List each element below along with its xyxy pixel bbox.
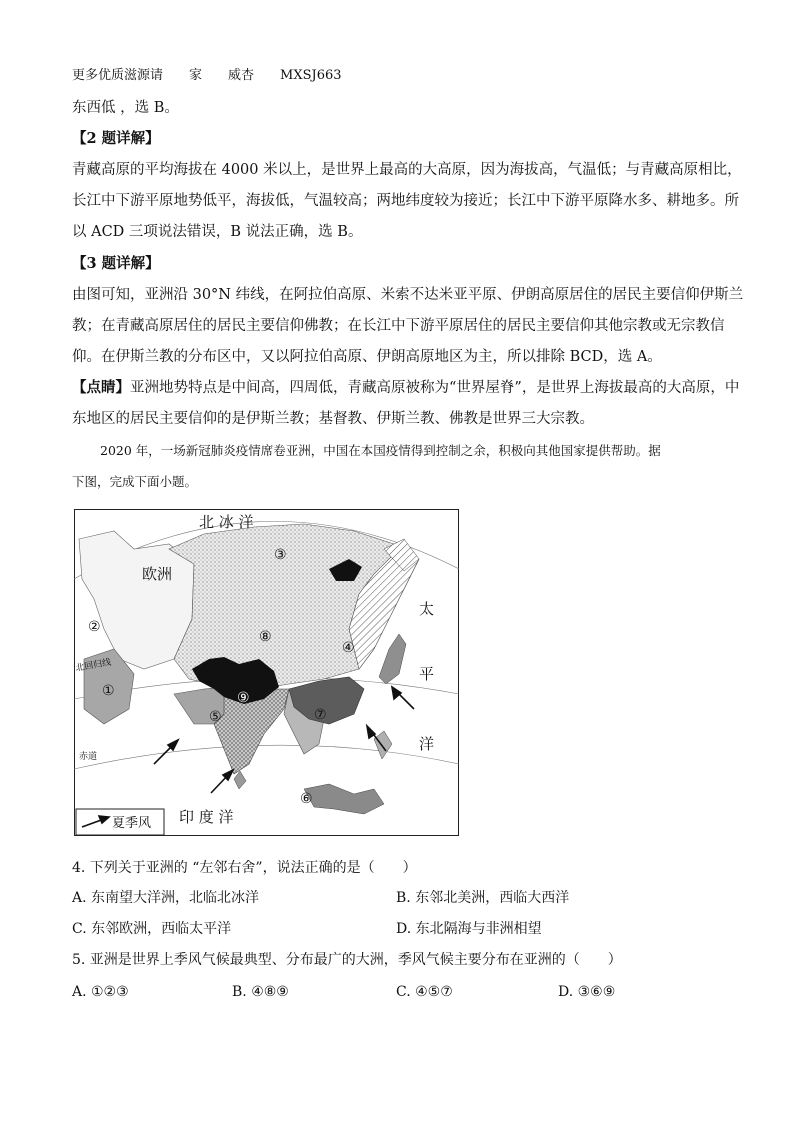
section-heading: 【3 题详解】 <box>72 255 160 272</box>
question-5-option-a: A. ①②③ <box>72 984 129 1000</box>
arctic-ocean-label: 北 冰 洋 <box>199 513 254 531</box>
question-4-option-c: C. 东邻欧洲，西临太平洋 <box>72 921 232 937</box>
section-heading: 【2 题详解】 <box>72 130 160 147</box>
page-header <box>72 66 368 86</box>
question-4-option-a: A. 东南望大洋洲，北临北冰洋 <box>72 890 260 906</box>
text-line: 仰。在伊斯兰教的分布区中，又以阿拉伯高原、伊朗高原地区为主，所以排除 BCD，选 A。 <box>72 349 662 365</box>
region-label: ② <box>88 619 101 635</box>
region-label: ① <box>102 683 115 699</box>
region-label: ⑧ <box>259 629 272 645</box>
text-line: 由图可知，亚洲沿 30°N 纬线，在阿拉伯高原、米索不达米亚平原、伊朗高原居住的居民主要信仰伊斯兰 <box>72 287 744 303</box>
question-5-option-c: C. ④⑤⑦ <box>396 984 453 1000</box>
header-part-3: 威杏 <box>228 68 255 83</box>
question-4-option-b: B. 东邻北美洲，西临大西洋 <box>396 890 570 906</box>
tip-line <box>72 378 739 398</box>
text-line: 东地区的居民主要信仰的是伊斯兰教；基督教、伊斯兰教、佛教是世界三大宗教。 <box>72 411 594 427</box>
header-part-1: 更多优质滋源请 <box>72 68 164 83</box>
text-line: 长江中下游平原地势低平，海拔低，气温较高；两地纬度较为接近；长江中下游平原降水多、耕地多。所 <box>72 193 739 209</box>
tip-text-1: 亚洲地势特点是中间高，四周低，青藏高原被称为“世界屋脊”，是世界上海拔最高的大高原，中 <box>130 380 740 396</box>
equator-label: 赤道 <box>79 752 98 762</box>
asia-map <box>74 509 459 836</box>
region-label: ④ <box>342 640 355 656</box>
pacific-label: 平 <box>419 665 435 683</box>
tip-label: 【点睛】 <box>72 379 130 396</box>
text-line: 教；在青藏高原居住的居民主要信仰佛教；在长江中下游平原居住的居民主要信仰其他宗教或无宗教信 <box>72 318 725 334</box>
intro-line-2: 下图，完成下面小题。 <box>72 474 198 489</box>
pacific-label: 洋 <box>419 735 435 753</box>
text-line: 青藏高原的平均海拔在 4000 米以上，是世界上最高的大高原，因为海拔高，气温低；与青藏高原相比， <box>72 162 742 178</box>
header-part-4: MXSJ663 <box>280 68 342 83</box>
question-5-option-d: D. ③⑥⑨ <box>558 984 616 1000</box>
text-line: 东西低 ，选 B。 <box>72 100 179 116</box>
region-label: ⑨ <box>237 690 250 706</box>
region-label: ⑦ <box>314 707 327 723</box>
tropic-label: 北回归线 <box>74 657 112 674</box>
indian-ocean-label: 印 度 洋 <box>179 808 234 826</box>
legend-label: 夏季风 <box>112 816 152 831</box>
question-4-option-d: D. 东北隔海与非洲相望 <box>396 921 542 937</box>
text-line: 以 ACD 三项说法错误，B 说法正确，选 B。 <box>72 224 363 240</box>
intro-line-1: 2020 年，一场新冠肺炎疫情席卷亚洲，中国在本国疫情得到控制之余，积极向其他国家提供帮助。据 <box>100 443 661 458</box>
region-label: ⑤ <box>209 709 222 725</box>
header-part-2: 家 <box>189 68 203 83</box>
region-label: ③ <box>274 547 287 563</box>
question-5-option-b: B. ④⑧⑨ <box>232 984 289 1000</box>
region-label: ⑥ <box>300 791 313 807</box>
europe-label: 欧洲 <box>142 565 173 583</box>
question-5-stem: 5. 亚洲是世界上季风气候最典型、分布最广的大洲，季风气候主要分布在亚洲的（ ） <box>72 952 622 968</box>
question-4-stem: 4. 下列关于亚洲的 “左邻右舍”，说法正确的是（ ） <box>72 860 417 876</box>
pacific-label: 太 <box>419 600 435 618</box>
